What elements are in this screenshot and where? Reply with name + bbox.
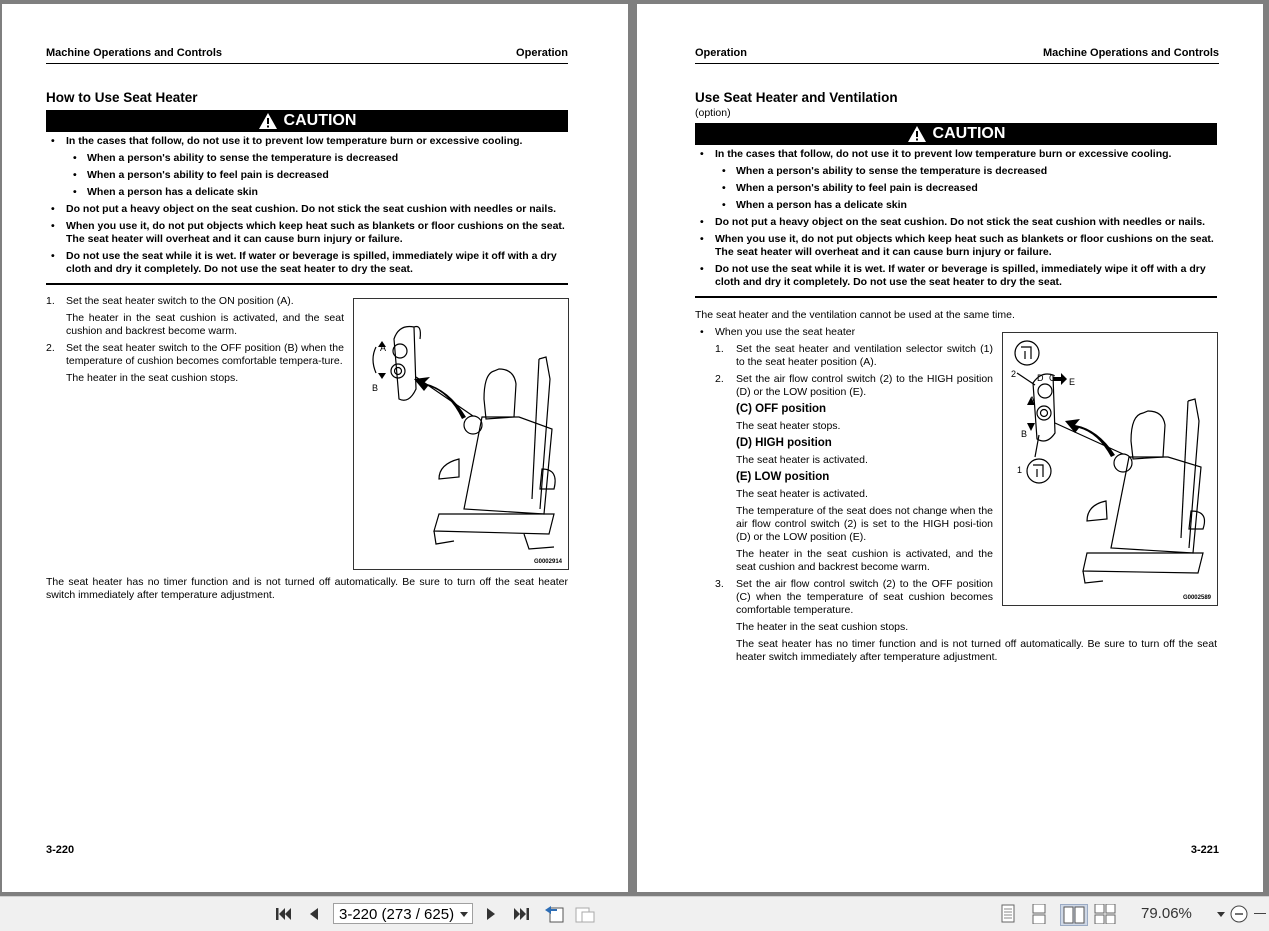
header-right: Machine Operations and Controls: [1042, 47, 1219, 59]
warm-note: The heater in the seat cushion is activated, and the seat cushion and backrest become warm.: [736, 548, 993, 573]
warning-triangle-icon: [907, 125, 927, 143]
chevron-down-icon: [460, 912, 468, 917]
caution-body: [695, 145, 1217, 298]
step-2: 2. Set the air flow control switch (2) to the HIGH position (D) or the LOW position (E).: [715, 373, 993, 398]
continuous-facing-view-button[interactable]: [1093, 904, 1117, 924]
last-page-button[interactable]: [510, 904, 532, 924]
svg-text:E: E: [1069, 377, 1076, 387]
low-position-heading: (E) LOW position: [736, 471, 830, 483]
caution-subitem: • When a person has a delicate skin: [695, 199, 1217, 212]
next-page-icon: [484, 906, 498, 922]
caution-item: • When you use it, do not put objects which keep heat such as blankets or floor cushions on the seat. The seat heater will overheat and it can cause burn injury or failure.: [695, 233, 1217, 259]
step-2-result: The heater in the seat cushion stops.: [66, 372, 239, 384]
page-3-221: [637, 4, 1263, 892]
page-header: [46, 46, 568, 64]
off-position-heading: (C) OFF position: [736, 403, 827, 415]
caution-subitem: • When a person's ability to sense the temperature is decreased: [695, 165, 1217, 178]
zoom-dropdown-icon[interactable]: [1217, 912, 1225, 917]
zoom-out-icon: [1229, 904, 1249, 924]
seat-heater-figure: [353, 298, 569, 570]
caution-banner: [695, 123, 1217, 145]
prev-view-icon: [543, 904, 565, 924]
page-number: 3-221: [1190, 844, 1219, 856]
svg-text:B: B: [1021, 429, 1028, 439]
caution-subitem: • When a person's ability to feel pain is decreased: [695, 182, 1217, 195]
continuous-view-button[interactable]: [1029, 904, 1049, 924]
svg-text:D: D: [1037, 373, 1044, 383]
timer-note: The seat heater has no timer function and is not turned off automatically. Be sure to turn off the seat heater switch immediately after temperature adjustment.: [736, 638, 1217, 663]
high-position-heading: (D) HIGH position: [736, 437, 832, 449]
intro-text: The seat heater and the ventilation cannot be used at the same time.: [695, 309, 1015, 321]
temperature-note: The temperature of the seat does not change when the air flow control switch (2) is set to the HIGH posi-tion (D) or the LOW position (E).: [736, 505, 993, 543]
first-page-icon: [275, 906, 293, 922]
svg-text:A: A: [380, 343, 387, 353]
step-3: 3. Set the air flow control switch (2) to the OFF position (C) when the temperature of seat cushion becomes comfortable temperature.: [715, 578, 993, 616]
caution-item: • Do not use the seat while it is wet. If water or beverage is spilled, immediately wipe it off with a dry cloth and dry it completely. Do not use the seat heater to dry the seat.: [46, 250, 568, 276]
zoom-out-button[interactable]: [1228, 904, 1250, 924]
seat-illustration: [1003, 333, 1217, 605]
single-page-icon: [1000, 904, 1016, 924]
caution-label: CAUTION: [932, 125, 1006, 142]
toolbar-overflow[interactable]: [1254, 913, 1266, 914]
caution-item: • Do not put a heavy object on the seat cushion. Do not stick the seat cushion with needles or nails.: [46, 203, 568, 216]
section-title: How to Use Seat Heater: [46, 90, 198, 105]
step-1: 1. Set the seat heater switch to the ON position (A).: [46, 295, 294, 307]
header-left: Machine Operations and Controls: [46, 47, 223, 59]
svg-text:B: B: [372, 383, 379, 393]
page-3-220: [2, 4, 628, 892]
seat-illustration: [354, 299, 568, 569]
continuous-icon: [1031, 904, 1047, 924]
viewer-toolbar: [0, 896, 1269, 931]
seat-heater-ventilation-figure: [1002, 332, 1218, 606]
svg-text:1: 1: [1017, 465, 1023, 475]
header-right: Operation: [516, 47, 568, 59]
step-1-result: The heater in the seat cushion is activated, and the seat cushion and backrest become warm.: [66, 312, 344, 337]
caution-subitem: • When a person has a delicate skin: [46, 186, 568, 199]
caution-item: • When you use it, do not put objects which keep heat such as blankets or floor cushions on the seat. The seat heater will overheat and it can cause burn injury or failure.: [46, 220, 568, 246]
next-view-button[interactable]: [574, 904, 596, 924]
high-position-text: The seat heater is activated.: [736, 454, 868, 466]
next-page-button[interactable]: [482, 904, 500, 924]
caution-item: • In the cases that follow, do not use it to prevent low temperature burn or excessive cooling.: [46, 135, 568, 148]
svg-text:C: C: [1049, 373, 1056, 383]
prev-page-icon: [307, 906, 321, 922]
header-left: Operation: [695, 47, 747, 59]
caution-banner: [46, 110, 568, 132]
previous-view-button[interactable]: [543, 904, 565, 924]
zoom-level[interactable]: 79.06%: [1141, 905, 1192, 922]
caution-subitem: • When a person's ability to sense the temperature is decreased: [46, 152, 568, 165]
step-2: 2. Set the seat heater switch to the OFF position (B) when the temperature of cushion becomes comfortable tempera-ture.: [46, 342, 344, 367]
caution-item: • Do not use the seat while it is wet. If water or beverage is spilled, immediately wipe it off with a dry cloth and dry it completely. Do not use the seat heater to dry the seat.: [695, 263, 1217, 289]
svg-text:A: A: [1029, 395, 1036, 405]
next-view-icon: [574, 904, 596, 924]
section-title: Use Seat Heater and Ventilation: [695, 90, 898, 105]
continuous-facing-icon: [1094, 904, 1116, 924]
low-position-text: The seat heater is activated.: [736, 488, 868, 500]
figure-code: G0002589: [1182, 595, 1211, 601]
facing-view-button[interactable]: [1060, 904, 1088, 926]
last-page-icon: [512, 906, 530, 922]
warning-triangle-icon: [258, 112, 278, 130]
timer-note: The seat heater has no timer function and is not turned off automatically. Be sure to turn off the seat heater switch immediately after temperature adjustment.: [46, 576, 568, 601]
caution-item: • In the cases that follow, do not use it to prevent low temperature burn or excessive cooling.: [695, 148, 1217, 161]
page-header: [695, 46, 1219, 64]
section-subtitle: (option): [695, 107, 731, 119]
caution-item: • Do not put a heavy object on the seat cushion. Do not stick the seat cushion with needles or nails.: [695, 216, 1217, 229]
step-1: 1. Set the seat heater and ventilation selector switch (1) to the seat heater position (A).: [715, 343, 993, 368]
caution-subitem: • When a person's ability to feel pain is decreased: [46, 169, 568, 182]
facing-icon: [1063, 906, 1085, 924]
single-page-view-button[interactable]: [998, 904, 1018, 924]
page-number: 3-220: [46, 844, 75, 856]
previous-page-button[interactable]: [305, 904, 323, 924]
caution-body: [46, 132, 568, 285]
figure-code: G0002914: [533, 559, 562, 565]
svg-text:2: 2: [1011, 369, 1017, 379]
off-position-text: The seat heater stops.: [736, 420, 841, 432]
page-selector[interactable]: [333, 903, 473, 924]
first-page-button[interactable]: [274, 904, 294, 924]
caution-label: CAUTION: [283, 112, 357, 129]
stops-note: The heater in the seat cushion stops.: [736, 621, 909, 633]
lead-item: • When you use the seat heater: [695, 326, 993, 339]
page-indicator: 3-220 (273 / 625): [339, 906, 455, 923]
